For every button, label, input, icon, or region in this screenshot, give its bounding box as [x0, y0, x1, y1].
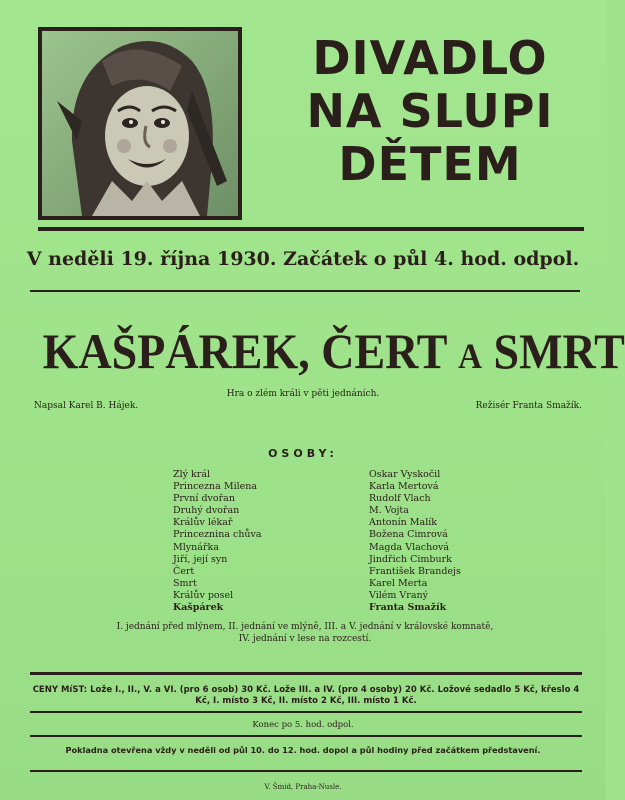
role-item: První dvořan: [173, 493, 235, 505]
role-item: Princezna Milena: [173, 481, 258, 493]
cast-heading: OSOBY:: [268, 447, 338, 460]
actor-item: Vilém Vraný: [369, 589, 428, 601]
cast-roles: [173, 469, 262, 614]
actor-item: Jindřich Cimburk: [369, 553, 452, 565]
role-item: Mlynářka: [173, 541, 219, 553]
actor-item: Karel Merta: [369, 577, 428, 589]
divider-end-time: [30, 735, 582, 737]
portrait-photo: [38, 27, 242, 220]
role-item: Druhý dvořan: [173, 505, 240, 517]
play-title-part-1: KAŠPÁREK, ČERT: [42, 323, 447, 379]
role-item: Králův posel: [173, 589, 234, 601]
play-title-join: A: [458, 336, 482, 376]
actor-item: M. Vojta: [369, 505, 409, 517]
performance-date: V neděli 19. října 1930. Začátek o půl 4. hod. odpol.: [26, 248, 580, 270]
actor-item: František Brandejs: [369, 565, 461, 577]
actor-item: Antonín Malík: [369, 517, 438, 529]
actor-item: Rudolf Vlach: [369, 493, 431, 505]
actor-item: Magda Vlachová: [369, 541, 449, 553]
divider-prices-top: [30, 672, 582, 675]
acts-description: I. jednání před mlýnem, II. jednání ve mlýně, III. a V. jednání v královské komnatě, IV. jednání v lese na rozcestí.: [116, 622, 494, 644]
actor-item: Karla Mertová: [369, 481, 439, 493]
divider-date: [30, 290, 580, 292]
play-author: Napsal Karel B. Hájek.: [34, 401, 139, 411]
actor-item: Božena Cimrová: [369, 529, 448, 541]
theater-title-line-3: DĚTEM: [338, 137, 522, 191]
actor-item: Oskar Vyskočil: [369, 469, 441, 480]
role-item: Králův lékař: [173, 517, 233, 529]
role-item: Kašpárek: [173, 602, 224, 614]
play-title: [42, 322, 625, 380]
role-item: Smrt: [173, 577, 197, 589]
printer-credit: V. Šmid, Praha-Nusle.: [264, 783, 342, 791]
cast-actors: [369, 469, 461, 614]
ticket-prices: CENY MíST: Lože I., II., V. a VI. (pro 6 osob) 30 Kč. Lože III. a IV. (pro 4 osoby) 20 Kč. Ložové sedadlo 5 Kč, křeslo 4 Kč, I. místo 3 Kč, II. místo 2 Kč, III. místo 1 Kč.: [32, 685, 580, 706]
role-item: Čert: [173, 565, 195, 577]
play-title-part-2: SMRT: [493, 323, 625, 379]
play-subtitle: Hra o zlém králi v pěti jednáních.: [226, 389, 380, 399]
box-office-hours: Pokladna otevřena vždy v neděli od půl 10. do 12. hod. dopol a půl hodiny před začátkem představení.: [65, 745, 541, 755]
play-director: Režisér Franta Smažík.: [475, 401, 582, 411]
role-item: Jiří, její syn: [173, 553, 228, 565]
divider-top: [38, 227, 584, 231]
theater-title-line-2: NA SLUPI: [306, 84, 554, 138]
divider-prices-bottom: [30, 711, 582, 713]
role-item: Princeznina chůva: [173, 529, 262, 541]
theater-title: [280, 32, 580, 191]
role-item: Zlý král: [173, 469, 211, 480]
divider-box-office: [30, 770, 582, 772]
theater-title-line-1: DIVADLO: [312, 31, 548, 85]
actor-item: Franta Smažík: [369, 602, 447, 614]
jester-portrait-image: [42, 31, 238, 216]
end-time: Konec po 5. hod. odpol.: [252, 720, 354, 730]
